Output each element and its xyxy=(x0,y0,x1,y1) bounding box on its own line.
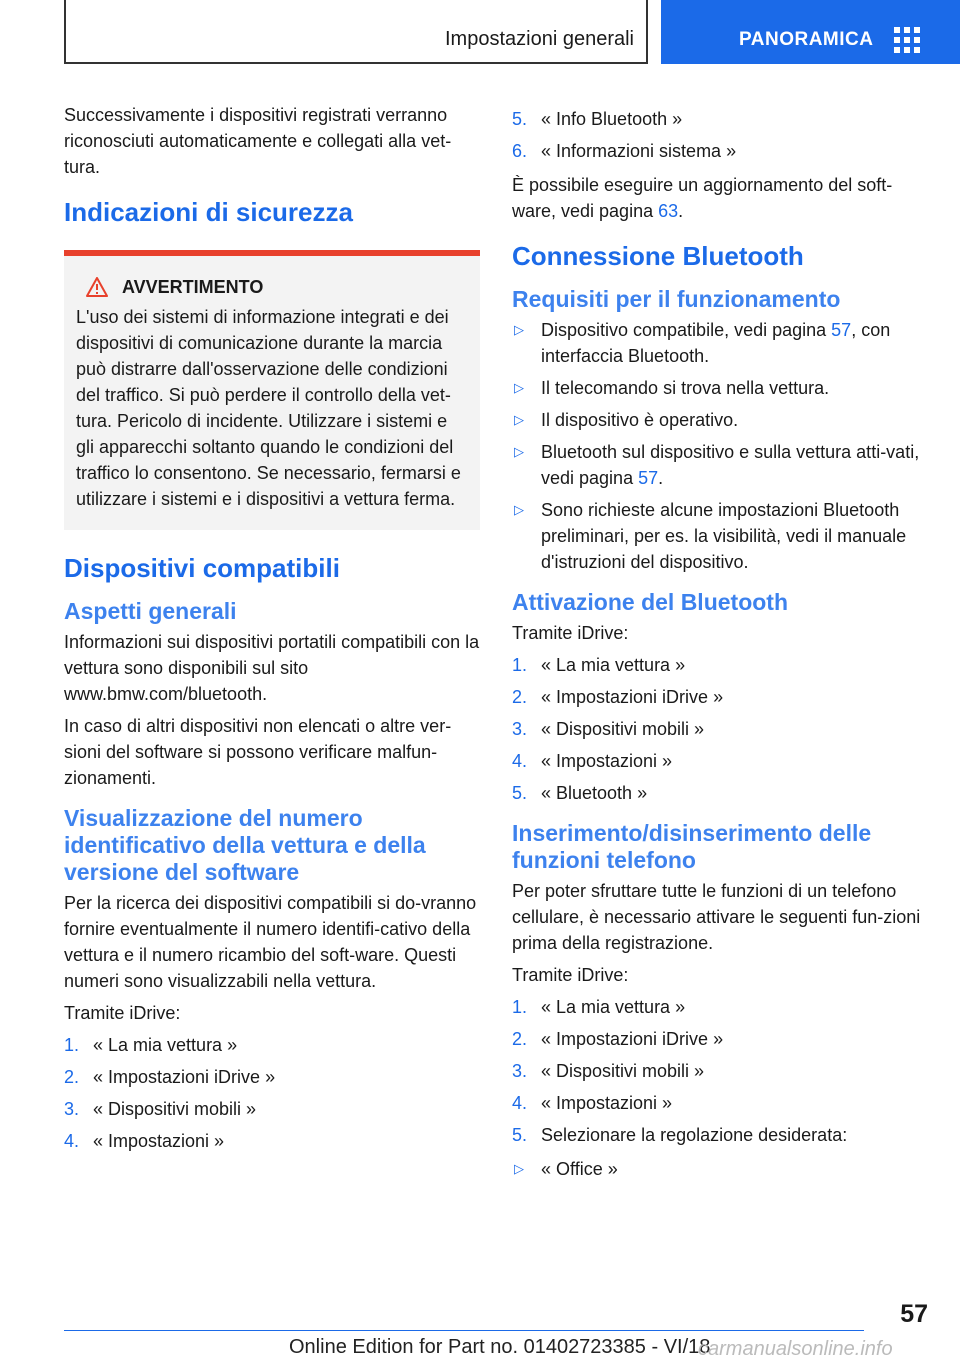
phone-steps xyxy=(512,994,926,1148)
warning-box xyxy=(64,250,480,530)
step-number: 1. xyxy=(64,1035,80,1055)
requirements-heading: Requisiti per il funzionamento xyxy=(512,286,841,312)
general-paragraph-1: Informazioni sui dispositivi portatili compatibili con la vettura sono disponibili sul sito www.bmw.com/bluetooth. xyxy=(64,632,480,704)
compatible-devices-heading: Dispositivi compatibili xyxy=(64,553,340,583)
overview-nav-button[interactable] xyxy=(661,0,960,64)
bluetooth-activation-heading: Attivazione del Bluetooth xyxy=(512,589,788,615)
warning-text: L'uso dei sistemi di informazione integrati e dei dispositivi di comunicazione durante la marcia può distrarre dall'osservazione delle condizioni del traffico. Si può perdere il controllo della vet-tura. Pericolo di incidente. Utilizzare i sistemi e gli apparecchi soltanto quando le condizioni del traffico lo consentono. Se necessario, fermarsi e utilizzare i sistemi e i dispositivi a vettura ferma. xyxy=(76,307,461,509)
page-number: 57 xyxy=(900,1300,928,1328)
watermark: carmanualsonline.info xyxy=(698,1338,893,1360)
list-item: 2. « Impostazioni iDrive » xyxy=(512,687,724,707)
left-column xyxy=(64,102,480,1162)
step-number: 3. xyxy=(64,1099,80,1119)
list-item: 1. « La mia vettura » xyxy=(512,655,686,675)
step-text: « Impostazioni » xyxy=(93,1131,225,1151)
bullet-triangle-icon: ▷ xyxy=(514,322,524,337)
general-paragraph-2: In caso di altri dispositivi non elencati o altre ver-sioni del software si possono verificare malfun-zionamenti. xyxy=(64,716,452,788)
list-item xyxy=(512,138,926,164)
bullet-triangle-icon: ▷ xyxy=(514,502,524,517)
via-idrive-label-2: Tramite iDrive: xyxy=(512,965,629,985)
list-item: 1. « La mia vettura » xyxy=(512,997,686,1017)
safety-heading: Indicazioni di sicurezza xyxy=(64,197,353,227)
software-update-paragraph xyxy=(512,172,926,224)
grid-icon xyxy=(894,27,920,53)
step-number: 2. xyxy=(64,1067,80,1087)
phone-functions-heading: Inserimento/disinserimento delle funzioni telefono xyxy=(512,820,872,873)
right-column xyxy=(512,102,926,1190)
page-link-57[interactable]: 57 xyxy=(831,320,852,340)
vehicle-id-steps-continued xyxy=(512,106,926,164)
list-item xyxy=(64,1096,480,1122)
vehicle-id-steps xyxy=(64,1032,480,1154)
bullet-triangle-icon: ▷ xyxy=(514,444,524,459)
page-link-57[interactable]: 57 xyxy=(638,468,659,488)
header-section-box xyxy=(64,0,648,64)
list-item: ▷ Dispositivo compatibile, vedi pagina 57, con interfaccia Bluetooth. xyxy=(512,317,926,369)
step-text: « Impostazioni iDrive » xyxy=(93,1067,276,1087)
list-item: 5. « Bluetooth » xyxy=(512,783,648,803)
bullet-triangle-icon: ▷ xyxy=(514,380,524,395)
warning-triangle-icon xyxy=(86,277,108,297)
list-item: ▷ « Office » xyxy=(512,1156,926,1182)
list-item: 3. « Dispositivi mobili » xyxy=(512,1061,705,1081)
via-idrive-label: Tramite iDrive: xyxy=(512,623,629,643)
section-title: Impostazioni generali xyxy=(445,28,634,50)
update-text: È possibile eseguire un aggiornamento del soft-ware, vedi pagina xyxy=(512,175,893,221)
activation-steps xyxy=(512,652,926,806)
warning-title xyxy=(76,274,468,300)
step-text: « Informazioni sistema » xyxy=(541,141,737,161)
list-item: 3. « Dispositivi mobili » xyxy=(512,719,705,739)
intro-paragraph: Successivamente i dispositivi registrati verranno riconosciuti automaticamente e collegati alla vet-tura. xyxy=(64,105,452,177)
step-text: « Info Bluetooth » xyxy=(541,109,683,129)
via-idrive-label: Tramite iDrive: xyxy=(64,1003,181,1023)
list-item: 4. « Impostazioni » xyxy=(512,751,673,771)
step-number: 4. xyxy=(64,1131,80,1151)
list-item xyxy=(64,1128,480,1154)
footer-divider xyxy=(64,1330,864,1331)
list-item xyxy=(64,1032,480,1058)
overview-nav-label: PANORAMICA xyxy=(739,29,874,50)
step-text: « Dispositivi mobili » xyxy=(93,1099,257,1119)
bluetooth-connection-heading: Connessione Bluetooth xyxy=(512,241,804,271)
list-item: ▷ Il telecomando si trova nella vettura. xyxy=(512,375,926,401)
list-item xyxy=(64,1064,480,1090)
list-item xyxy=(512,106,926,132)
step-number: 6. xyxy=(512,141,528,161)
list-item: 2. « Impostazioni iDrive » xyxy=(512,1029,724,1049)
bullet-triangle-icon: ▷ xyxy=(514,1161,524,1176)
step-number: 5. xyxy=(512,109,528,129)
list-item: ▷ Bluetooth sul dispositivo e sulla vettura atti-vati, vedi pagina 57. xyxy=(512,439,926,491)
list-item: ▷ Sono richieste alcune impostazioni Bluetooth preliminari, per es. la visibilità, vedi il manuale d'istruzioni del dispositivo. xyxy=(512,497,926,575)
general-heading: Aspetti generali xyxy=(64,598,237,624)
list-item: 5. Selezionare la regolazione desiderata: xyxy=(512,1125,848,1145)
vehicle-id-heading: Visualizzazione del numero identificativo della vettura e della versione del software xyxy=(64,805,426,885)
list-item: 4. « Impostazioni » xyxy=(512,1093,673,1113)
update-end: . xyxy=(678,201,684,221)
phone-functions-paragraph: Per poter sfruttare tutte le funzioni di un telefono cellulare, è necessario attivare le seguenti fun-zioni prima della registrazione. xyxy=(512,881,921,953)
phone-sub-options xyxy=(512,1156,926,1182)
warning-title-text: AVVERTIMENTO xyxy=(122,277,264,297)
step-text: « La mia vettura » xyxy=(93,1035,238,1055)
page-link-63[interactable]: 63 xyxy=(658,201,679,221)
requirements-list xyxy=(512,317,926,575)
bullet-triangle-icon: ▷ xyxy=(514,412,524,427)
edition-footer: Online Edition for Part no. 01402723385 - VI/18 xyxy=(289,1336,711,1358)
list-item: ▷ Il dispositivo è operativo. xyxy=(512,407,926,433)
vehicle-id-paragraph: Per la ricerca dei dispositivi compatibili si do-vranno fornire eventualmente il numero identifi-cativo della vettura e il numero ricambio del soft-ware. Questi numeri sono visualizzabili nella vettura. xyxy=(64,893,477,991)
